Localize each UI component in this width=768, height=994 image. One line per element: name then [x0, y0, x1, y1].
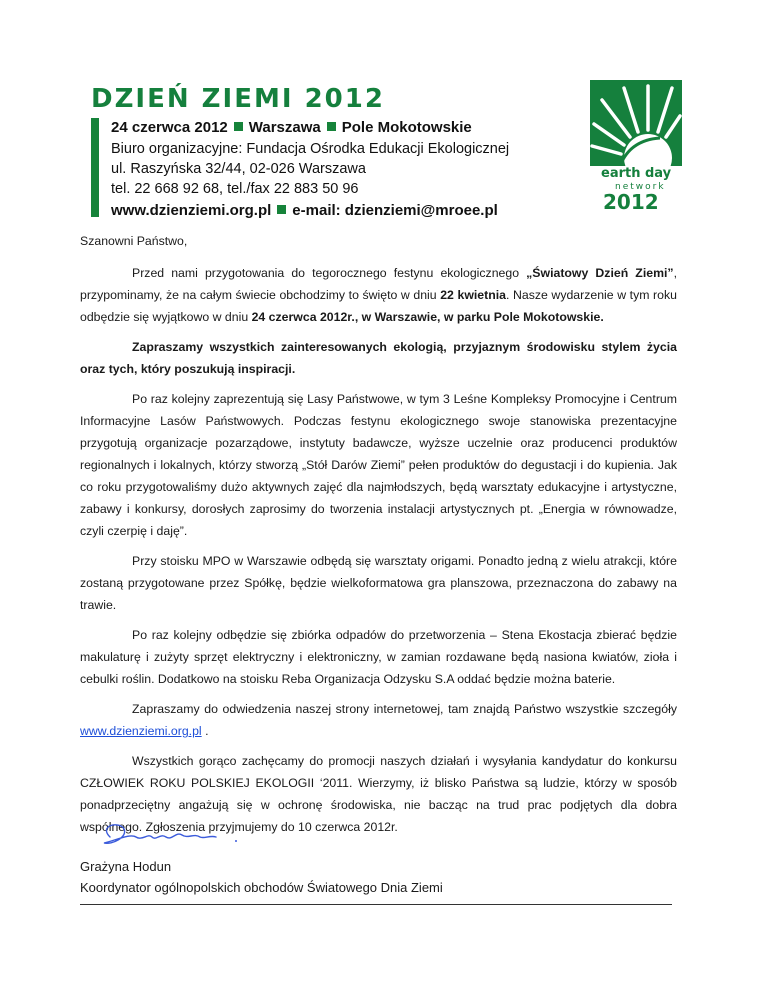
earth-day-logo [590, 80, 682, 220]
bold-text: „Światowy Dzień Ziemi” [526, 266, 674, 280]
event-city: Warszawa [248, 119, 321, 136]
paragraph-4: Przy stoisku MPO w Warszawie odbędą się warsztaty origami. Ponadto jedną z wielu atrakcji, które zostaną przygotowane przez Spółkę, będzie wielkoformatowa gra planszowa, przeznaczona do zabawy na trawie. [80, 554, 677, 612]
office-line: Biuro organizacyjne: Fundacja Ośrodka Edukacji Ekologicznej [111, 141, 510, 157]
event-title: DZIEŃ ZIEMI 2012 [91, 84, 385, 114]
event-date: 24 czerwca 2012 [111, 119, 228, 136]
bold-text: Zapraszamy wszystkich zainteresowanych ekologią, przyjaznym środowisku stylem życia oraz tych, który poszukują inspiracji. [80, 340, 677, 376]
sun-rays-logo-icon [590, 80, 682, 166]
paragraph-7: Wszystkich gorąco zachęcamy do promocji naszych działań i wysyłania kandydatur do konkursu CZŁOWIEK ROKU POLSKIEJ EKOLOGII ‘2011. Wierzymy, iż blisko Państwa są ludzie, którzy w sposób ponadprzeciętny angażują się w ochronę środowiska, nie bacząc na trud prac podjętych dla dobra wspólnego. Zgłoszenia przyjmujemy do 10 czerwca 2012r. [80, 754, 677, 834]
logo-text-earth-day: earth day [601, 166, 672, 181]
paragraph-2 [80, 336, 677, 380]
bottom-divider [80, 904, 672, 905]
website-link[interactable]: www.dzienziemi.org.pl [111, 202, 272, 219]
greeting: Szanowni Państwo, [80, 234, 188, 248]
paragraph-6 [80, 698, 677, 742]
square-bullet-icon [327, 122, 336, 131]
bold-text: 22 kwietnia [440, 288, 506, 302]
event-details-line [111, 119, 472, 136]
text-span: , przypominamy, że na całym świecie obchodzimy to święto w dniu [80, 266, 677, 302]
address-line: ul. Raszyńska 32/44, 02-026 Warszawa [111, 161, 366, 177]
text-span: Przed nami przygotowania do tegorocznego festynu ekologicznego [132, 266, 527, 280]
paragraph-5: Po raz kolejny odbędzie się zbiórka odpadów do przetworzenia – Stena Ekostacja zbierać będzie makulaturę i zużyty sprzęt elektryczny i elektroniczny, w zamian rozdawane będą nasiona kwiatów, zioła i cebulki roślin. Dodatkowo na stoisku Reba Organizacja Odzysku S.A oddać będzie można baterie. [80, 628, 677, 686]
email-link[interactable]: e-mail: dzienziemi@mroee.pl [292, 202, 498, 219]
signatory-role: Koordynator ogólnopolskich obchodów Światowego Dnia Ziemi [80, 880, 443, 895]
accent-bar [91, 118, 99, 217]
text-span: . Nasze wydarzenie w tym roku odbędzie się wyjątkowo w dniu [80, 288, 677, 324]
logo-text-network: network [615, 182, 666, 192]
contact-line [111, 202, 498, 219]
text-span: Zapraszamy do odwiedzenia naszej strony internetowej, tam znajdą Państwo wszystkie szczegóły [132, 702, 677, 716]
phone-line: tel. 22 668 92 68, tel./fax 22 883 50 96 [111, 181, 359, 197]
logo-text-year: 2012 [603, 190, 659, 214]
letterhead [0, 0, 768, 225]
signature-block [80, 856, 443, 898]
website-link-inline[interactable]: www.dzienziemi.org.pl [80, 724, 202, 738]
square-bullet-icon [234, 122, 243, 131]
square-bullet-icon [277, 205, 286, 214]
event-venue: Pole Mokotowskie [341, 119, 472, 136]
text-span: . [201, 724, 209, 738]
bold-text: 24 czerwca 2012r., w Warszawie, w parku Pole Mokotowskie. [251, 310, 604, 324]
signatory-name: Grażyna Hodun [80, 859, 172, 874]
paragraph-3: Po raz kolejny zaprezentują się Lasy Państwowe, w tym 3 Leśne Kompleksy Promocyjne i Centrum Informacyjne Lasów Państwowych. Podczas festynu ekologicznego swoje stanowiska prezentacyjne przygotują organizacje pozarządowe, instytuty badawcze, wyższe uczelnie oraz producenci produktów regionalnych i lokalnych, którzy stworzą „Stół Darów Ziemi” pełen produktów do degustacji i do kupienia. Jak co roku przygotowaliśmy dużo aktywnych zajęć dla najmłodszych, będą warsztaty edukacyjne i artystyczne, zabawy i konkursy, dorosłych zaprosimy do tworzenia instalacji artystycznych pt. „Energia w równowadze, czyli czerpię i daję”. [80, 392, 677, 538]
handwritten-signature [90, 815, 250, 855]
paragraph-1 [80, 262, 677, 328]
letter-body [80, 230, 677, 846]
